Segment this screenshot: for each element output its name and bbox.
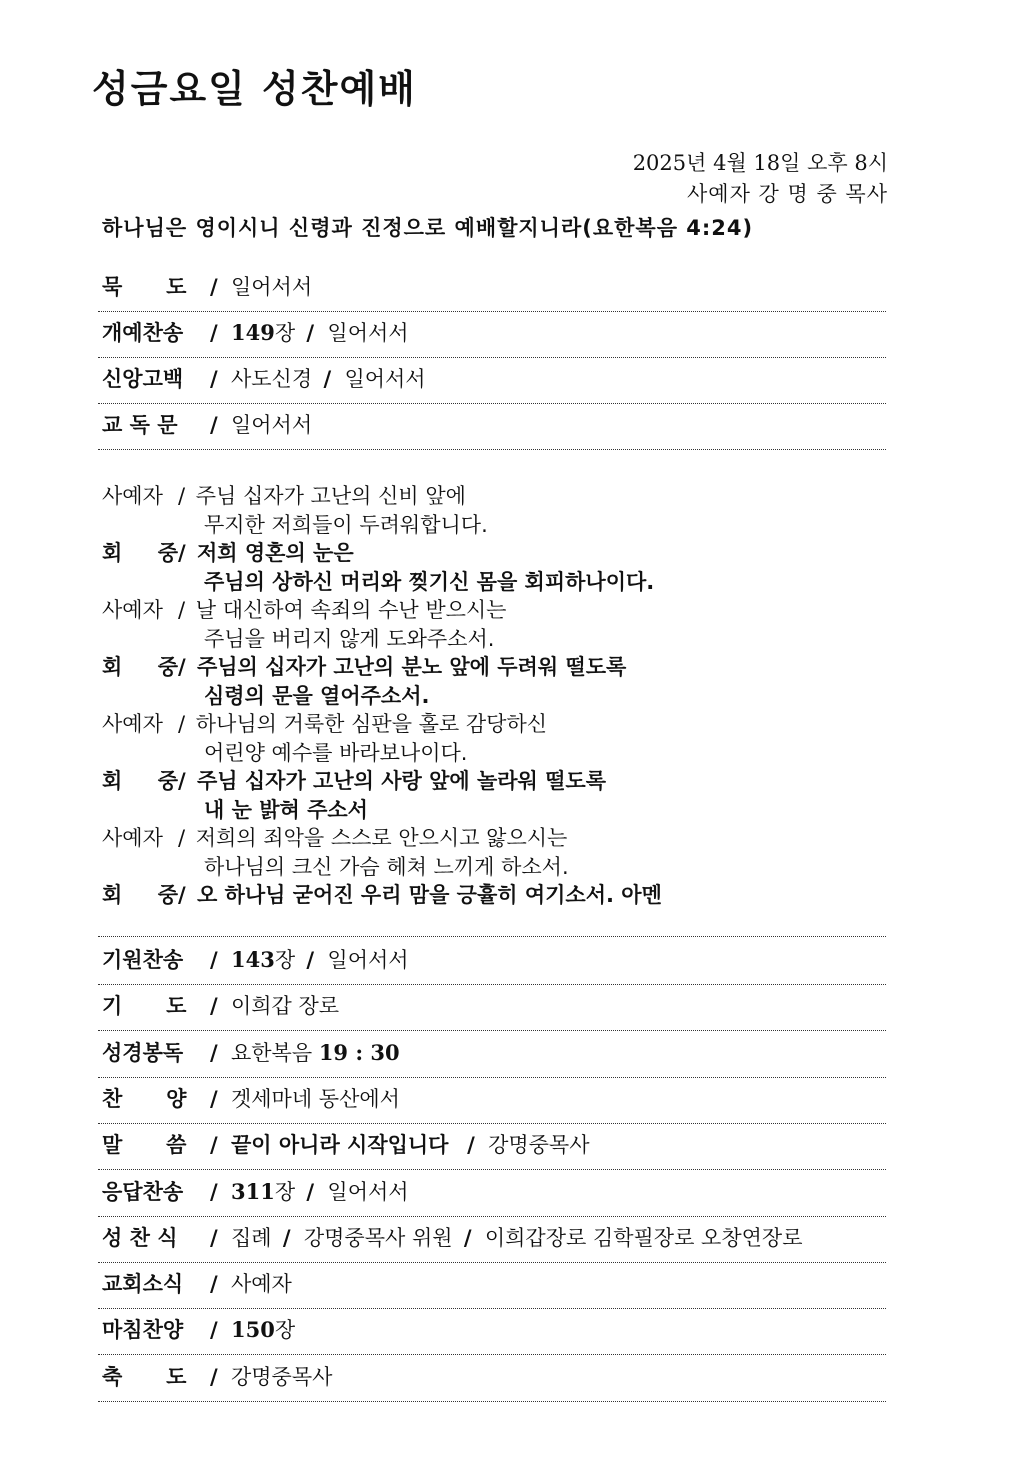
officiant: 사예자 강 명 중 목사: [687, 182, 888, 206]
separator: /: [210, 1179, 225, 1204]
order-item: [98, 1311, 886, 1355]
order-item-value: 일어서서: [327, 948, 409, 972]
separator: /: [210, 1133, 225, 1158]
separator: /: [210, 1364, 225, 1389]
order-item-value: 이희갑 장로: [230, 994, 340, 1019]
order-item-label: 묵 도: [102, 275, 187, 299]
litany-text: 내 눈 밝혀 주소서: [204, 797, 368, 822]
order-item-label: 기 도: [102, 994, 187, 1019]
separator: /: [178, 712, 192, 736]
litany-text: 무지한 저희들이 두려워합니다.: [204, 512, 488, 537]
order-item-label: 마침찬양: [102, 1318, 184, 1343]
order-item-value: 143: [230, 947, 275, 972]
litany-text: 심령의 문을 열어주소서.: [204, 683, 430, 708]
separator: /: [178, 598, 192, 622]
litany-line: [102, 653, 882, 682]
speaker-label: 사예자: [102, 712, 163, 736]
order-item: [98, 268, 886, 312]
order-item-value: 요한복음: [230, 1040, 319, 1065]
order-item-label: 축 도: [102, 1364, 187, 1389]
litany-line: [102, 796, 882, 825]
order-item: [98, 1080, 886, 1124]
litany-line: [102, 596, 882, 625]
separator: /: [210, 321, 225, 345]
order-item-label: 기원찬송: [102, 948, 184, 972]
speaker-label: 회 중: [102, 769, 178, 793]
litany-line: [102, 853, 882, 882]
congregation-response: [102, 653, 882, 710]
speaker-label: 사예자: [102, 826, 163, 850]
litany-text: 어린양 예수를 바라보나이다.: [204, 740, 468, 765]
litany-line: [102, 511, 882, 540]
order-item-value: 사예자: [230, 1272, 292, 1297]
order-item-value: /: [299, 321, 322, 345]
litany-line: [102, 625, 882, 654]
separator: /: [178, 769, 193, 793]
order-item-value: 장: [274, 321, 296, 345]
order-item-value: 강명중목사: [230, 1364, 333, 1389]
order-item-label: 찬 양: [102, 1086, 187, 1111]
order-item: [98, 987, 886, 1031]
litany-text: 주님 십자가 고난의 신비 앞에: [195, 484, 466, 508]
order-item-value: 이희갑장로 김학필장로 오창연장로: [484, 1225, 803, 1250]
order-item-label: 응답찬송: [102, 1179, 184, 1204]
order-item-value: /: [316, 367, 339, 391]
order-item-value: 장: [274, 948, 296, 972]
litany-text: 저희 영혼의 눈은: [196, 541, 354, 565]
leader-line: [102, 824, 882, 881]
order-item: [98, 1358, 886, 1402]
separator: /: [210, 367, 225, 391]
order-item-value: 311: [230, 1178, 275, 1204]
leader-line: [102, 482, 882, 539]
speaker-label: 회 중: [102, 883, 178, 907]
order-item-label: 말 씀: [102, 1133, 187, 1158]
order-item-value: 강명중목사 위원: [303, 1225, 453, 1250]
separator: /: [210, 948, 225, 972]
litany-text: 주님 십자가 고난의 사랑 앞에 놀라워 떨도록: [196, 769, 606, 793]
litany-text: 하나님의 거룩한 심판을 홀로 감당하신: [195, 712, 548, 736]
litany-text: 날 대신하여 속죄의 수난 받으시는: [195, 598, 507, 622]
order-item: [98, 314, 886, 358]
litany-line: [102, 482, 882, 511]
order-item-value: 일어서서: [327, 321, 409, 345]
litany-text: 저희의 죄악을 스스로 안으시고 앓으시는: [195, 826, 568, 850]
order-item-label: 성경봉독: [102, 1040, 184, 1065]
separator: /: [210, 1272, 225, 1297]
order-item: [98, 1126, 886, 1170]
speaker-label: 사예자: [102, 484, 163, 508]
order-item-value: 사도신경: [230, 367, 313, 391]
order-item-label: 교 독 문: [102, 413, 178, 437]
separator: /: [178, 541, 193, 565]
order-item-value: 19 : 30: [318, 1039, 400, 1065]
leader-line: [102, 710, 882, 767]
congregation-response: [102, 539, 882, 596]
order-item-value: 집례: [230, 1225, 272, 1250]
order-item-label: 교회소식: [102, 1272, 184, 1297]
order-item-value: 장: [274, 1179, 296, 1204]
litany-line: [102, 682, 882, 711]
litany-text: 주님의 상하신 머리와 찢기신 몸을 회피하나이다.: [204, 569, 655, 594]
separator: /: [210, 275, 225, 299]
speaker-label: 회 중: [102, 541, 178, 565]
order-item-value: 겟세마네 동산에서: [230, 1086, 400, 1111]
order-item: [98, 941, 886, 985]
separator: /: [178, 484, 192, 508]
congregation-response: [102, 767, 882, 824]
separator: /: [210, 1086, 225, 1111]
separator: /: [210, 1318, 225, 1343]
order-item-value: 끝이 아니라 시작입니다: [230, 1133, 449, 1158]
separator: /: [178, 826, 192, 850]
litany-text: 하나님의 크신 가슴 헤쳐 느끼게 하소서.: [204, 854, 569, 879]
leader-line: [102, 596, 882, 653]
litany-line: [102, 739, 882, 768]
litany-line: [102, 710, 882, 739]
litany-line: [102, 767, 882, 796]
order-item-value: /: [299, 948, 322, 972]
litany-text: 주님을 버리지 않게 도와주소서.: [204, 626, 495, 651]
order-item-value: 일어서서: [344, 367, 426, 391]
litany-line: [102, 568, 882, 597]
order-item-value: 장: [274, 1318, 296, 1343]
page-title: 성금요일 성찬예배: [92, 67, 417, 111]
litany-text: 오 하나님 굳어진 우리 맘을 긍휼히 여기소서. 아멘: [196, 883, 662, 907]
order-item: [98, 360, 886, 404]
order-item-value: /: [452, 1133, 483, 1158]
order-item-value: 150: [230, 1317, 275, 1343]
order-item-value: 일어서서: [230, 413, 313, 437]
order-item: [98, 1173, 886, 1217]
order-item-value: 일어서서: [327, 1179, 409, 1204]
congregation-response: [102, 881, 882, 910]
speaker-label: 사예자: [102, 598, 163, 622]
litany-text: 주님의 십자가 고난의 분노 앞에 두려워 떨도록: [196, 655, 627, 679]
order-item-label: 개예찬송: [102, 321, 184, 345]
speaker-label: 회 중: [102, 655, 178, 679]
order-item-value: 149: [230, 320, 275, 345]
order-item-label: 신앙고백: [102, 367, 184, 391]
divider: [98, 936, 886, 937]
order-item-value: /: [299, 1179, 322, 1204]
order-item: [98, 1034, 886, 1078]
order-item-label: 성 찬 식: [102, 1225, 178, 1250]
scripture-verse: 하나님은 영이시니 신령과 진정으로 예배할지니라(요한복음 4:24): [102, 216, 754, 240]
separator: /: [210, 413, 225, 437]
separator: /: [178, 655, 193, 679]
order-item-value: 일어서서: [230, 275, 313, 299]
separator: /: [210, 994, 225, 1019]
separator: /: [210, 1040, 225, 1065]
order-item-value: 강명중목사: [488, 1133, 590, 1158]
order-item: [98, 1219, 886, 1263]
separator: /: [178, 883, 193, 907]
litany-line: [102, 824, 882, 853]
service-date: 2025년 4월 18일 오후 8시: [632, 151, 888, 175]
litany-line: [102, 881, 882, 910]
order-item-value: /: [456, 1225, 479, 1250]
order-item: [98, 406, 886, 450]
responsive-reading: [102, 482, 882, 910]
separator: /: [210, 1225, 225, 1250]
order-item: [98, 1265, 886, 1309]
order-item-value: /: [275, 1225, 298, 1250]
litany-line: [102, 539, 882, 568]
